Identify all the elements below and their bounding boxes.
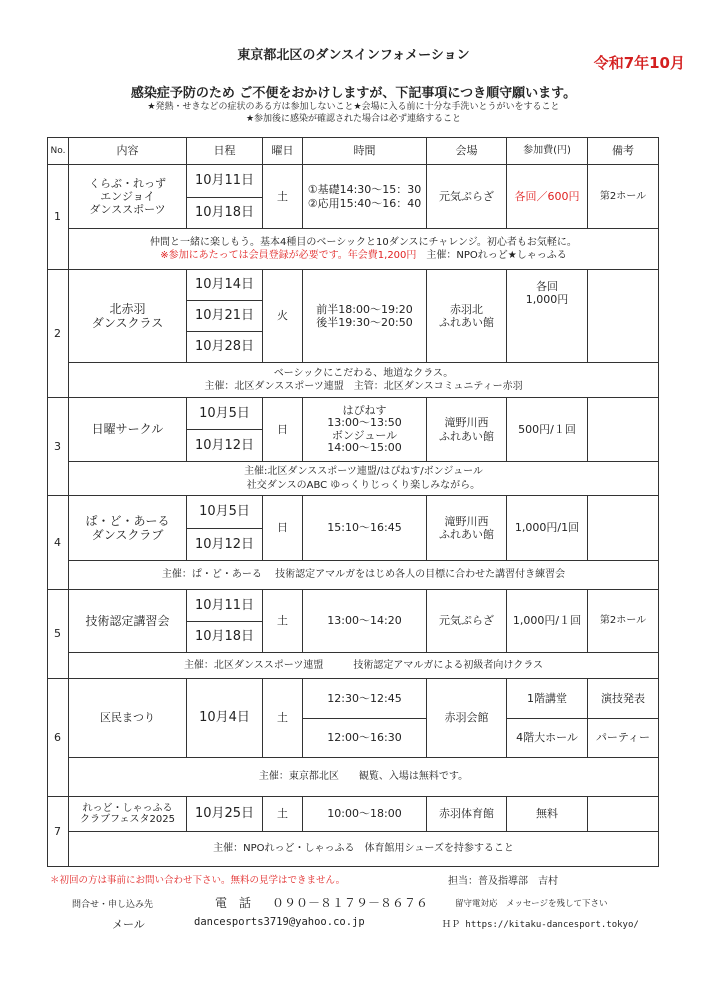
event-date: 10月25日 (187, 797, 263, 832)
event-description: 主催：NPOれっど・しゃっふる 体育館用シューズを持参すること (69, 832, 659, 867)
event-date: 10月12日 (187, 529, 263, 561)
event-dow: 日 (263, 398, 303, 462)
event-fee: 各回 1,000円 (507, 270, 588, 363)
event-no: 7 (48, 797, 69, 867)
col-time: 時間 (303, 138, 427, 165)
event-remark (588, 797, 659, 832)
event-content: 北赤羽 ダンスクラス (69, 270, 187, 363)
event-description (69, 229, 659, 270)
event-no: 3 (48, 398, 69, 496)
event-content: 技術認定講習会 (69, 590, 187, 653)
event-venue: 元気ぷらざ (427, 165, 507, 229)
event-content: くらぶ・れっず エンジョイ ダンススポーツ (69, 165, 187, 229)
first-visit-note: ＊初回の方は事前にお問い合わせ下さい。無料の見学はできません。 (50, 875, 346, 886)
event-fee: 500円/１回 (507, 398, 588, 462)
event-venue: 赤羽体育館 (427, 797, 507, 832)
description-line: 仲間と一緒に楽しもう。基本4種目のベーシックと10ダンスにチャレンジ。初心者もお気軽に。 (150, 236, 577, 248)
notice-line-2: ★参加後に感染が確認された場合は必ず連絡すること (245, 114, 462, 124)
notice-line-1: ★発熱・せきなどの症状のある方は参加しないこと★会場に入る前に十分な手洗いとうがいをすること (147, 102, 560, 112)
membership-note: ※参加にあたっては会員登録が必要です。年会費1,200円 (160, 250, 417, 261)
event-time: 13:00～14:20 (303, 590, 427, 653)
event-dow: 火 (263, 270, 303, 363)
col-content: 内容 (69, 138, 187, 165)
mail-label: メール (112, 918, 145, 931)
event-dow: 土 (263, 590, 303, 653)
event-fee: 1,000円/１回 (507, 590, 588, 653)
event-content: 日曜サークル (69, 398, 187, 462)
event-fee: 各回／600円 (507, 165, 588, 229)
event-fee: 4階大ホール (507, 719, 588, 758)
event-date: 10月18日 (187, 198, 263, 229)
event-date: 10月28日 (187, 332, 263, 363)
event-no: 2 (48, 270, 69, 398)
col-date: 日程 (187, 138, 263, 165)
event-fee: 1,000円/1回 (507, 496, 588, 561)
event-time: 15:10～16:45 (303, 496, 427, 561)
event-time: 12:00～16:30 (303, 719, 427, 758)
col-dow: 曜日 (263, 138, 303, 165)
event-no: 5 (48, 590, 69, 679)
event-date: 10月4日 (187, 679, 263, 758)
event-date: 10月5日 (187, 496, 263, 529)
event-description: 主催：ぱ・ど・あーる 技術認定アマルガをはじめ各人の目標に合わせた講習付き練習会 (69, 561, 659, 590)
event-date: 10月11日 (187, 590, 263, 622)
event-dow: 日 (263, 496, 303, 561)
event-remark (588, 270, 659, 363)
event-remark: 演技発表 (588, 679, 659, 719)
event-venue: 元気ぷらざ (427, 590, 507, 653)
col-venue: 会場 (427, 138, 507, 165)
event-date: 10月18日 (187, 622, 263, 653)
schedule-table (47, 137, 659, 867)
contact-label: 問合せ・申し込み先 (72, 900, 154, 910)
event-remark: 第2ホール (588, 590, 659, 653)
event-no: 6 (48, 679, 69, 797)
event-content: れっど・しゃっふる クラブフェスタ2025 (69, 797, 187, 832)
notice-heading: 感染症予防のため ご不便をおかけしますが、下記事項につき順守願います。 (130, 86, 577, 101)
col-no: No. (48, 138, 69, 165)
page-title: 東京都北区のダンスインフォメーション (237, 48, 470, 63)
event-content: 区民まつり (69, 679, 187, 758)
event-description: 主催：東京都北区 観覧、入場は無料です。 (69, 758, 659, 797)
event-date: 10月5日 (187, 398, 263, 430)
phone-note: 留守電対応 メッセージを残して下さい (455, 899, 608, 909)
event-description: 主催：北区ダンススポーツ連盟 技術認定アマルガによる初級者向けクラス (69, 653, 659, 679)
event-venue: 赤羽会館 (427, 679, 507, 758)
event-time: はぴねす 13:00～13:50 ボンジュール 14:00～15:00 (303, 398, 427, 462)
event-remark (588, 496, 659, 561)
staff-contact: 担当：普及指導部 吉村 (448, 876, 558, 887)
event-time: 前半18:00～19:20 後半19:30～20:50 (303, 270, 427, 363)
event-venue: 滝野川西 ふれあい館 (427, 398, 507, 462)
event-description: ベーシックにこだわる、地道なクラス。 主催：北区ダンススポーツ連盟 主管：北区ダンスコミュニティー赤羽 (69, 363, 659, 398)
event-time: 12:30～12:45 (303, 679, 427, 719)
event-no: 4 (48, 496, 69, 590)
event-date: 10月12日 (187, 430, 263, 462)
col-fee: 参加費(円) (507, 138, 588, 165)
event-content: ぱ・ど・あーる ダンスクラブ (69, 496, 187, 561)
event-remark: パーティー (588, 719, 659, 758)
event-venue: 赤羽北 ふれあい館 (427, 270, 507, 363)
event-description: 主催:北区ダンススポーツ連盟/はぴねす/ボンジュール 社交ダンスのABC ゆっくりじっくり楽しみながら。 (69, 462, 659, 496)
header-row (48, 138, 659, 165)
event-date: 10月11日 (187, 165, 263, 198)
phone-label: 電 話 (215, 896, 252, 910)
event-venue: 滝野川西 ふれあい館 (427, 496, 507, 561)
email-link[interactable]: dancesports3719@yahoo.co.jp (194, 916, 365, 928)
organizer: 主催：NPOれっど★しゃっふる (426, 250, 567, 261)
phone-number: ０９０－８１７９－８６７６ (272, 896, 429, 910)
month-label: 令和7年10月 (593, 54, 685, 72)
event-date: 10月21日 (187, 301, 263, 332)
event-remark (588, 398, 659, 462)
col-remark: 備考 (588, 138, 659, 165)
event-date: 10月14日 (187, 270, 263, 301)
event-remark: 第2ホール (588, 165, 659, 229)
event-time: 10:00～18:00 (303, 797, 427, 832)
homepage-link[interactable]: ＨＰ https://kitaku-dancesport.tokyo/ (442, 920, 639, 930)
event-no: 1 (48, 165, 69, 270)
event-fee: 無料 (507, 797, 588, 832)
event-fee: 1階講堂 (507, 679, 588, 719)
event-time: ①基礎14:30～15：30 ②応用15:40～16：40 (303, 165, 427, 229)
event-dow: 土 (263, 797, 303, 832)
event-dow: 土 (263, 679, 303, 758)
event-dow: 土 (263, 165, 303, 229)
